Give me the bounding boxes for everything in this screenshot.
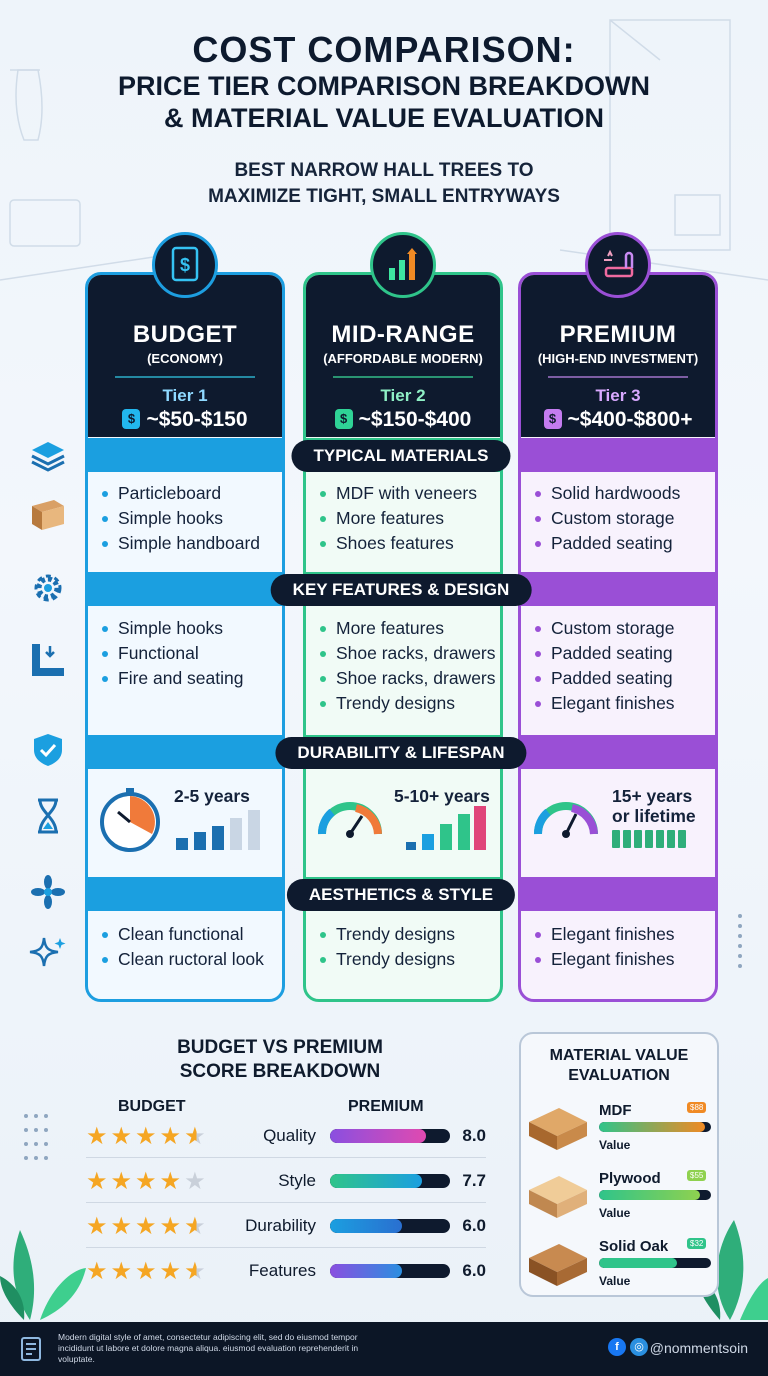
shield-check-icon <box>28 730 68 770</box>
material-name: MDF <box>599 1102 632 1119</box>
material-row <box>521 1096 717 1162</box>
star-icon: ★ <box>159 1213 185 1240</box>
star-icon: ★ <box>135 1168 160 1195</box>
value-bar-fill <box>599 1190 700 1200</box>
luxury-bench-icon <box>585 232 651 298</box>
tier-number: Tier 1 <box>162 386 208 405</box>
list-item: Simple hooks <box>100 506 296 531</box>
aesthetics-list-mid <box>318 922 514 972</box>
premium-bar <box>330 1264 450 1278</box>
price-tag: $55 <box>687 1170 706 1181</box>
score-label: Style <box>278 1171 316 1190</box>
list-item: Elegant finishes <box>533 922 729 947</box>
page-subtitle <box>0 158 768 210</box>
tier-price: $ ~$150-$400 <box>306 408 500 432</box>
tier-number: Tier 3 <box>595 386 641 405</box>
tier-name: MID-RANGE <box>331 321 475 348</box>
dollar-icon: $ <box>335 409 353 429</box>
list-item: Simple hooks <box>100 616 296 641</box>
value-label: Value <box>599 1274 631 1288</box>
list-item: Clean ructoral look <box>100 947 296 972</box>
section-title: DURABILITY & LIFESPAN <box>275 737 526 769</box>
material-row <box>521 1232 717 1298</box>
subtitle-line-1: BEST NARROW HALL TREES TO <box>234 160 534 181</box>
value-bar <box>599 1258 711 1268</box>
sparkle-icon <box>28 934 68 974</box>
budget-stars <box>86 1122 209 1151</box>
list-item: Padded seating <box>533 531 729 556</box>
tier-number: Tier 2 <box>380 386 426 405</box>
section-band-aesthetics <box>85 877 717 911</box>
title-line-1: COST COMPARISON: <box>192 29 576 70</box>
list-item: Elegant finishes <box>533 947 729 972</box>
value-bar <box>599 1190 711 1200</box>
materials-list-premium <box>533 481 729 556</box>
list-item: MDF with veneers <box>318 481 514 506</box>
section-title: AESTHETICS & STYLE <box>287 879 515 911</box>
footer <box>0 1322 768 1376</box>
materials-list-mid <box>318 481 514 556</box>
tier-price: $ ~$400-$800+ <box>521 408 715 432</box>
tier-header <box>306 275 500 437</box>
instagram-icon[interactable]: ◎ <box>630 1338 648 1356</box>
page-title <box>0 30 768 134</box>
aesthetics-list-budget <box>100 922 296 972</box>
dollar-icon: $ <box>544 409 562 429</box>
premium-score: 7.7 <box>462 1171 486 1190</box>
gauge-premium-icon <box>532 786 600 842</box>
score-row <box>86 1114 486 1158</box>
star-icon: ★ <box>159 1168 185 1195</box>
list-item: Functional <box>100 641 296 666</box>
premium-bar-fill <box>330 1219 402 1233</box>
materials-list-budget <box>100 481 296 556</box>
star-icon: ★ <box>184 1168 209 1195</box>
bars-budget-icon <box>174 806 270 852</box>
list-item: Simple handboard <box>100 531 296 556</box>
list-item: Trendy designs <box>318 922 514 947</box>
tier-header <box>521 275 715 437</box>
list-item: Solid hardwoods <box>533 481 729 506</box>
section-band-features <box>85 572 717 606</box>
section-title: KEY FEATURES & DESIGN <box>271 574 532 606</box>
tier-subtitle: (ECONOMY) <box>147 351 223 366</box>
premium-score: 8.0 <box>462 1126 486 1145</box>
wood-sample-icon <box>525 1168 591 1224</box>
half-star-icon: ★ <box>184 1258 209 1285</box>
wood-sample-icon <box>525 1100 591 1156</box>
plant-left-icon <box>0 1210 90 1322</box>
list-item: Padded seating <box>533 641 729 666</box>
score-budget-heading: BUDGET <box>118 1098 186 1115</box>
bars-premium-icon <box>612 830 696 850</box>
list-item: Padded seating <box>533 666 729 691</box>
gauge-mid-icon <box>316 786 384 842</box>
score-label: Quality <box>263 1126 316 1145</box>
star-icon: ★ <box>135 1258 160 1285</box>
wood-block-icon <box>28 494 68 534</box>
score-breakdown-title: BUDGET VS PREMIUM SCORE BREAKDOWN <box>177 1037 383 1082</box>
tier-name: PREMIUM <box>559 321 677 348</box>
star-icon: ★ <box>159 1258 185 1285</box>
decor-dots <box>730 912 750 974</box>
durability-mid: 5-10+ years <box>394 786 490 806</box>
features-list-budget <box>100 616 296 691</box>
star-icon: ★ <box>86 1123 111 1150</box>
value-bar-fill <box>599 1122 705 1132</box>
premium-score: 6.0 <box>462 1216 486 1235</box>
price-tag: $32 <box>687 1238 706 1249</box>
subtitle-line-2: MAXIMIZE TIGHT, SMALL ENTRYWAYS <box>208 186 560 207</box>
star-icon: ★ <box>135 1213 160 1240</box>
stopwatch-icon <box>98 786 166 854</box>
flower-icon <box>28 872 68 912</box>
section-band-durability <box>85 735 717 769</box>
material-name: Solid Oak <box>599 1238 669 1255</box>
list-item: More features <box>318 616 514 641</box>
section-band-materials <box>85 438 717 472</box>
star-icon: ★ <box>110 1258 136 1285</box>
list-item: Custom storage <box>533 506 729 531</box>
price-tag: $88 <box>687 1102 706 1113</box>
star-icon: ★ <box>135 1123 160 1150</box>
star-icon: ★ <box>86 1258 111 1285</box>
budget-stars <box>86 1212 209 1241</box>
star-icon: ★ <box>86 1213 111 1240</box>
premium-bar <box>330 1129 450 1143</box>
star-icon: ★ <box>110 1168 136 1195</box>
list-item: Fire and seating <box>100 666 296 691</box>
half-star-icon: ★ <box>184 1123 209 1150</box>
section-title: TYPICAL MATERIALS <box>291 440 510 472</box>
score-row <box>86 1204 486 1248</box>
star-icon: ★ <box>110 1213 136 1240</box>
tier-name: BUDGET <box>132 321 238 348</box>
durability-premium: 15+ years or lifetime <box>612 786 696 826</box>
value-label: Value <box>599 1206 631 1220</box>
gear-icon <box>28 568 68 608</box>
material-name: Plywood <box>599 1170 661 1187</box>
bars-mid-icon <box>404 804 488 852</box>
title-line-2: PRICE TIER COMPARISON BREAKDOWN <box>117 71 650 101</box>
list-item: Shoe racks, drawers <box>318 641 514 666</box>
features-list-premium <box>533 616 729 716</box>
material-row <box>521 1164 717 1230</box>
ruler-icon <box>28 640 68 680</box>
durability-budget: 2-5 years <box>174 786 250 806</box>
list-item: Shoes features <box>318 531 514 556</box>
half-star-icon: ★ <box>184 1213 209 1240</box>
star-icon: ★ <box>159 1123 185 1150</box>
premium-bar <box>330 1174 450 1188</box>
star-icon: ★ <box>86 1168 111 1195</box>
aesthetics-list-premium <box>533 922 729 972</box>
premium-bar-fill <box>330 1129 426 1143</box>
list-item: Trendy designs <box>318 691 514 716</box>
premium-bar-fill <box>330 1174 422 1188</box>
facebook-icon[interactable]: f <box>608 1338 626 1356</box>
list-item: Shoe racks, drawers <box>318 666 514 691</box>
hourglass-icon <box>28 796 68 836</box>
budget-stars <box>86 1257 209 1286</box>
bar-chart-up-icon <box>370 232 436 298</box>
layers-icon <box>28 436 68 476</box>
tier-header <box>88 275 282 437</box>
value-bar <box>599 1122 711 1132</box>
budget-stars <box>86 1167 209 1196</box>
value-label: Value <box>599 1138 631 1152</box>
document-icon <box>20 1336 44 1362</box>
receipt-dollar-icon <box>152 232 218 298</box>
material-value-panel <box>519 1032 719 1297</box>
list-item: Trendy designs <box>318 947 514 972</box>
list-item: Elegant finishes <box>533 691 729 716</box>
title-line-3: & MATERIAL VALUE EVALUATION <box>164 103 604 133</box>
features-list-mid <box>318 616 514 716</box>
list-item: Clean functional <box>100 922 296 947</box>
social-handle[interactable]: @nommentsoin <box>649 1340 748 1356</box>
score-label: Durability <box>245 1216 316 1235</box>
list-item: Particleboard <box>100 481 296 506</box>
tier-subtitle: (HIGH-END INVESTMENT) <box>537 351 699 366</box>
score-row <box>86 1249 486 1293</box>
material-value-title: MATERIAL VALUE EVALUATION <box>549 1047 689 1084</box>
premium-bar <box>330 1219 450 1233</box>
tier-price: $ ~$50-$150 <box>88 408 282 432</box>
score-premium-heading: PREMIUM <box>348 1098 424 1115</box>
tier-subtitle: (AFFORDABLE MODERN) <box>323 351 483 366</box>
svg-text:$: $ <box>179 255 191 275</box>
premium-score: 6.0 <box>462 1261 486 1280</box>
list-item: Custom storage <box>533 616 729 641</box>
wood-sample-icon <box>525 1236 591 1292</box>
star-icon: ★ <box>110 1123 136 1150</box>
score-label: Features <box>248 1261 316 1280</box>
dollar-icon: $ <box>122 409 140 429</box>
premium-bar-fill <box>330 1264 402 1278</box>
score-row <box>86 1159 486 1203</box>
list-item: More features <box>318 506 514 531</box>
value-bar-fill <box>599 1258 677 1268</box>
footer-text: Modern digital style of amet, consectetur adipiscing elit, sed do eiusmod tempor incididunt ut labore et dolore magna aliqua. eiusmod evaluation reprehenderit in voluptate. <box>58 1332 359 1364</box>
decor-dots <box>22 1112 52 1166</box>
